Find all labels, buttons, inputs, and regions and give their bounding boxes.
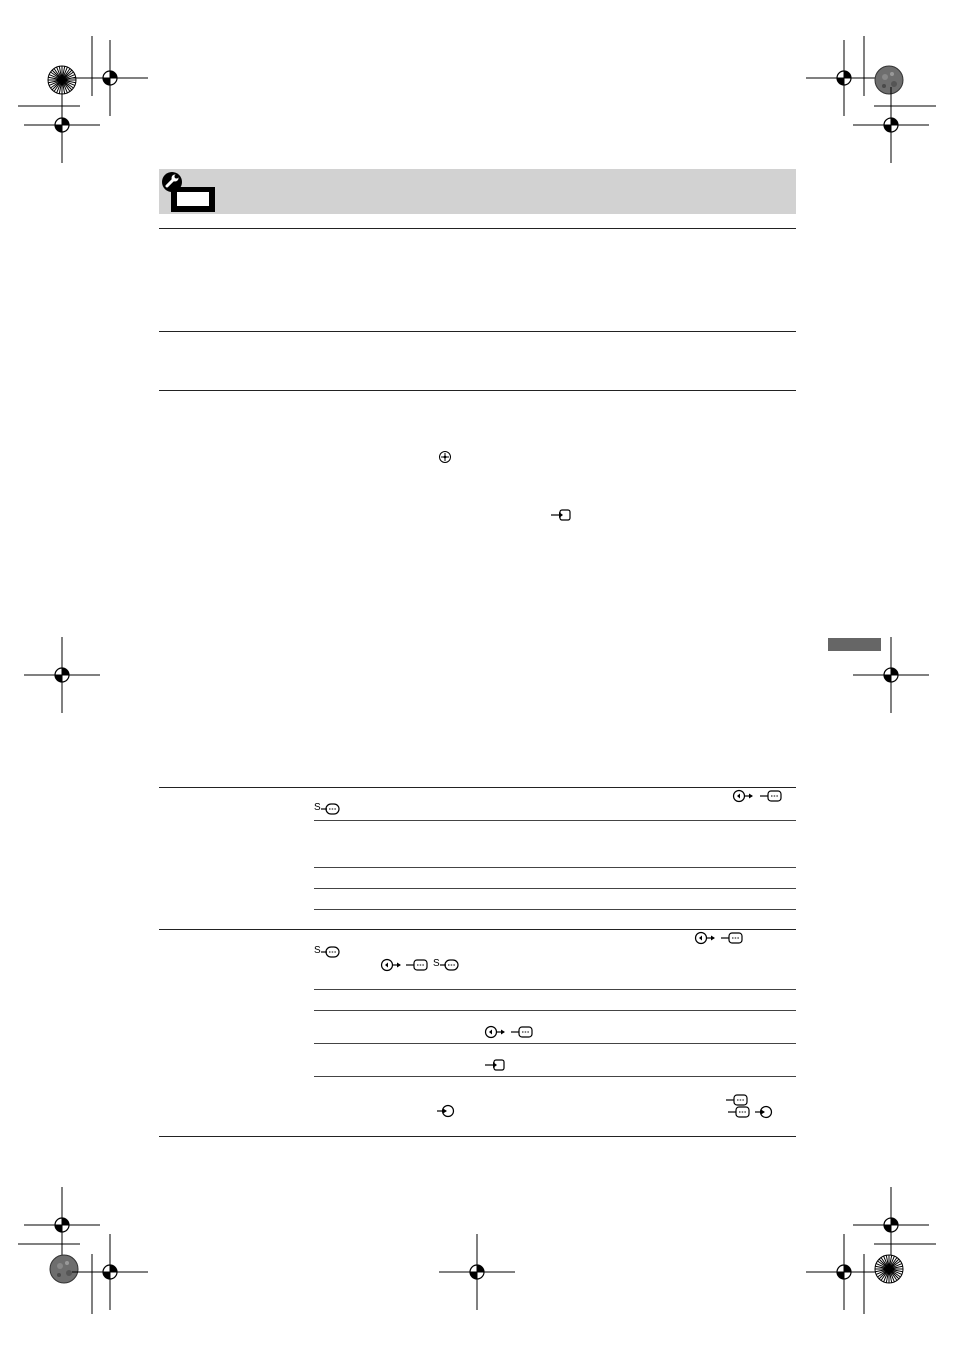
table-subrule — [314, 820, 796, 821]
table-subrule — [314, 1043, 796, 1044]
table-rule — [159, 787, 796, 788]
input-arrow-icon — [484, 1058, 506, 1072]
s-video-letter: S — [314, 945, 321, 956]
scart-connector-icon — [759, 789, 783, 803]
input-arrow-icon — [550, 508, 572, 522]
output-circle-icon — [436, 1104, 456, 1118]
table-rule — [159, 331, 796, 332]
scart-connector-icon — [720, 931, 744, 945]
chapter-thumb-tab — [828, 638, 881, 651]
s-video-letter: S — [433, 958, 440, 969]
table-subrule — [314, 989, 796, 990]
scart-connector-icon — [727, 1105, 751, 1119]
output-circle-icon — [754, 1105, 774, 1119]
av-in-out-icon — [732, 789, 754, 803]
scart-connector-icon — [405, 958, 429, 972]
av-in-out-icon — [694, 931, 716, 945]
table-subrule — [314, 1010, 796, 1011]
power-symbol-icon — [438, 450, 452, 464]
table-subrule — [314, 867, 796, 868]
table-rule — [159, 929, 796, 930]
table-subrule — [314, 1076, 796, 1077]
section-header-band — [159, 169, 796, 214]
s-video-letter: S — [314, 802, 321, 813]
table-rule — [159, 390, 796, 391]
table-rule — [159, 228, 796, 229]
table-rule — [159, 1136, 796, 1137]
setup-wrench-screen-icon — [159, 169, 221, 214]
s-video-icon — [439, 958, 461, 972]
av-in-out-icon — [484, 1025, 506, 1039]
s-video-icon — [320, 802, 342, 816]
table-subrule — [314, 888, 796, 889]
av-in-out-icon — [380, 958, 402, 972]
table-subrule — [314, 909, 796, 910]
s-video-icon — [320, 945, 342, 959]
scart-connector-icon — [510, 1025, 534, 1039]
